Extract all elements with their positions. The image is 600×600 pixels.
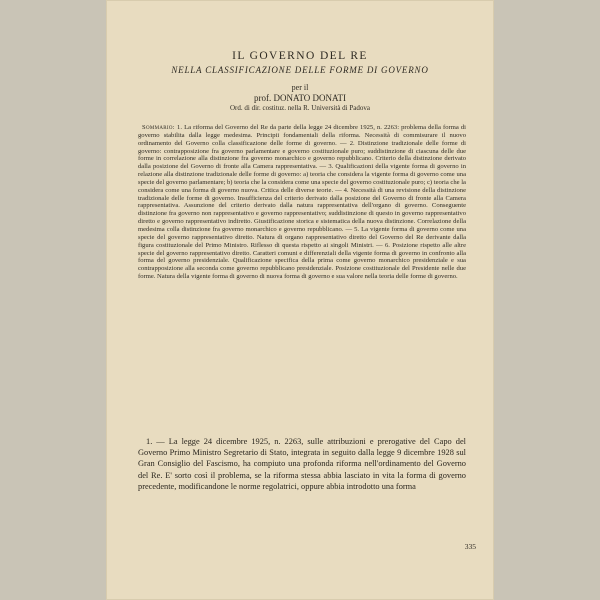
page-sheet: [106, 0, 494, 600]
body-paragraph: 1. — La legge 24 dicembre 1925, n. 2263, sulle attribuzioni e prerogative del Capo del Governo Primo Ministro Segretario di Stato, integrata in seguito dalla legge 9 dicembre 1928 sul Gran Consiglio del Fascismo, ha compiuto una profonda riforma nell'ordinamento del Governo del Re. E' sorto così il problema, se la riforma stessa abbia lasciato in vita la forma di governo precedente, modificandone le norme regolatrici, oppure abbia introdotto una forma: [138, 437, 466, 491]
summary-block: [138, 124, 466, 428]
summary-lead: Sommario:: [142, 124, 175, 131]
page-number: 335: [464, 542, 476, 551]
article-header: [106, 50, 494, 113]
author-name: prof. DONATO DONATI: [253, 93, 347, 103]
article-title: IL GOVERNO DEL RE: [232, 50, 368, 62]
article-subtitle: NELLA CLASSIFICAZIONE DELLE FORME DI GOVERNO: [171, 65, 429, 75]
author-prefix: per il: [291, 83, 309, 92]
author-affiliation: Ord. di dir. costituz. nella R. Università di Padova: [230, 104, 370, 112]
summary-text: 1. La riforma del Governo del Re da parte della legge 24 dicembre 1925, n. 2263: problema della forma di governo stabilita dalla legge medesima. Principii fondamentali della riforma. Necessità di commisurare il nuovo ordinamento del Governo colla classificazione delle forme di governo. — 2. Distinzione tradizionale delle forme di governo: contrapposizione fra governo parlamentare e governo costituzionale puro; suddistinzione di ciascuna delle due forme in correlazione alla distinzione fra governo monarchico e governo repubblicano. Criterio della distinzione derivato dalla posizione del Governo di fronte alla Camera rappresentativa. — 3. Qualificazioni della vigente forma di governo in relazione alla distinzione tradizionale delle forme di governo: a) teoria che considera la vigente forma di governo come una specie del governo parlamentare; b) teoria che la considera come una specie del governo costituzionale puro; c) teoria che la considera come una forma di governo nuova. Critica delle diverse teorie. — 4. Necessità di una revisione della distinzione tradizionale delle forme di governo. Insufficienza del criterio derivato dalla posizione del Governo di fronte alla Camera rappresentativa. Assunzione del criterio derivato dalla natura rappresentativa dell'organo di governo. Conseguente distinzione fra governo non rappresentativo e governo rappresentativo; suddistinzione di questo in governo rappresentativo diretto e governo rappresentativo indiretto. Giustificazione storica e sistematica della nuova distinzione. Correlazione della medesima colla distinzione fra governo monarchico e governo repubblicano. — 5. La vigente forma di governo come una specie del governo rappresentativo diretto. Natura di organo rappresentativo diretto del Governo del Re derivante dalla figura costituzionale del Primo Ministro. Riflesso di questa rispetto ai singoli Ministri. — 6. Posizione rispetto alle altre specie del governo rappresentativo diretto. Caratteri comuni e differenziali della vigente forma di governo in confronto alla forma del governo presidenziale. Qualificazione specifica della prima come governo monarchico presidenziale e sua contrapposizione alla seconda come governo repubblicano presidenziale. Posizione costituzionale del Presidente nelle due forme. Natura della vigente forma di governo di nuova forma di governo e sua valore nella teoria delle forme di governo.: [138, 124, 466, 281]
